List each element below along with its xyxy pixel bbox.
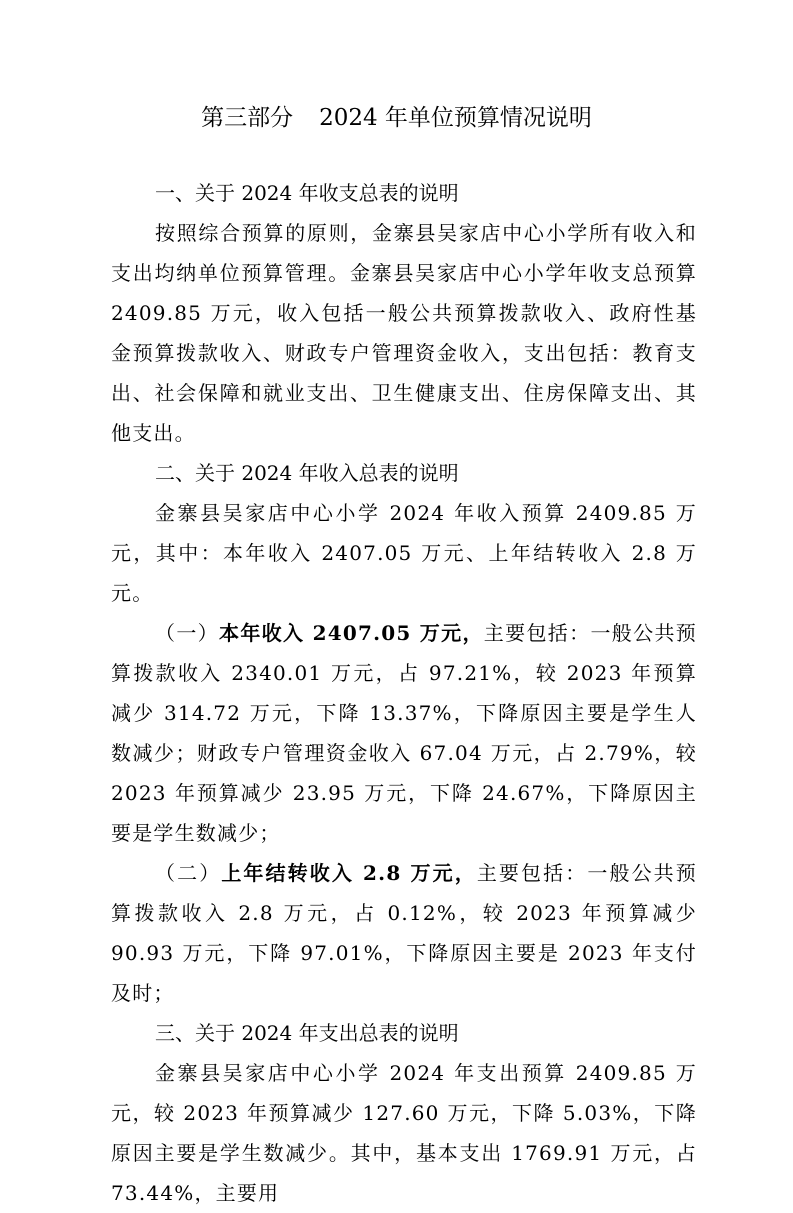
item-prefix-1: （一） bbox=[155, 621, 219, 645]
item-text-1: 主要包括：一般公共预算拨款收入 2340.01 万元，占 97.21%，较 2023 年预算减少 314.72 万元，下降 13.37%，下降原因主要是学生人数减少；财政专户管理资金收入 67.04 万元，占 2.79%，较 2023 年预算减少 23.95 万元，下降 24.67%，下降原因主要是学生数减少； bbox=[111, 621, 697, 845]
page-title bbox=[0, 98, 793, 138]
section-heading-1: 一、关于 2024 年收支总表的说明 bbox=[155, 181, 459, 205]
section-2-paragraph-1: 金寨县吴家店中心小学 2024 年收入预算 2409.85 万元，其中：本年收入 2407.05 万元、上年结转收入 2.8 万元。 bbox=[111, 501, 697, 605]
title-main: 2024 年单位预算情况说明 bbox=[319, 105, 592, 131]
section-2-paragraph-3 bbox=[111, 853, 697, 1013]
item-bold-carryover-income: 上年结转收入 2.8 万元， bbox=[221, 861, 477, 885]
title-part: 第三部分 bbox=[201, 105, 294, 131]
section-1-paragraph-1: 按照综合预算的原则，金寨县吴家店中心小学所有收入和支出均纳单位预算管理。金寨县吴家店中心小学年收支总预算2409.85 万元，收入包括一般公共预算拨款收入、政府性基金预算拨款收入、财政专户管理资金收入，支出包括：教育支出、社会保障和就业支出、卫生健康支出、住房保障支出、其他支出。 bbox=[111, 221, 697, 445]
section-heading-3: 三、关于 2024 年支出总表的说明 bbox=[155, 1021, 459, 1045]
section-3-paragraph-1: 金寨县吴家店中心小学 2024 年支出预算 2409.85 万元，较 2023 年预算减少 127.60 万元，下降 5.03%，下降原因主要是学生数减少。其中，基本支出 1769.91 万元，占 73.44%，主要用 bbox=[111, 1061, 697, 1205]
section-2-paragraph-2 bbox=[111, 613, 697, 853]
item-bold-current-year-income: 本年收入 2407.05 万元， bbox=[219, 621, 484, 645]
document-body bbox=[111, 173, 697, 1213]
item-text-2: 主要包括：一般公共预算拨款收入 2.8 万元，占 0.12%，较 2023 年预算减少 90.93 万元，下降 97.01%，下降原因主要是 2023 年支付及时； bbox=[111, 861, 697, 1005]
item-prefix-2: （二） bbox=[155, 861, 222, 885]
section-heading-2: 二、关于 2024 年收入总表的说明 bbox=[155, 461, 459, 485]
